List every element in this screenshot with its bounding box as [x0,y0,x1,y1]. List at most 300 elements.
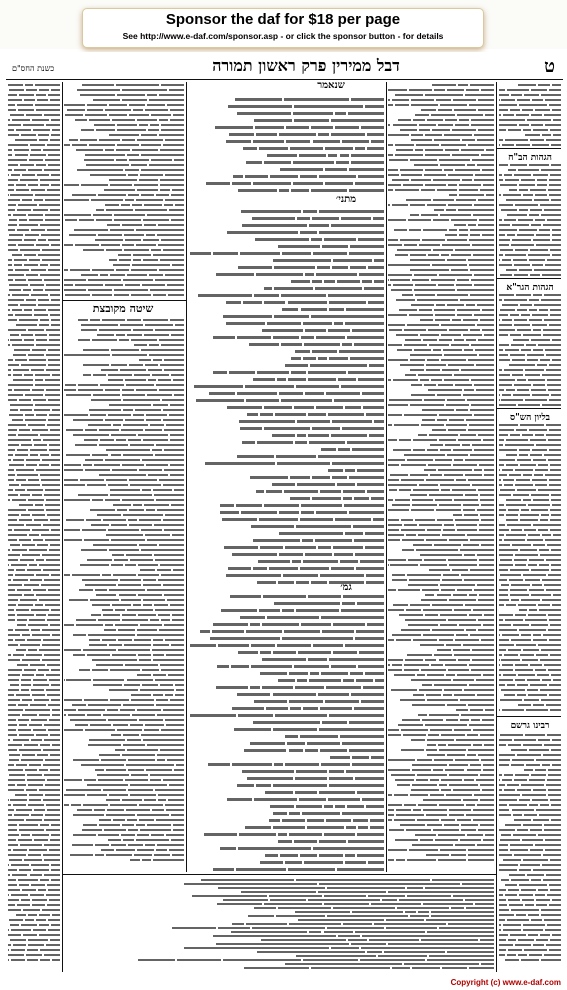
text-line [267,322,301,325]
text-line [95,769,104,771]
text-line [542,374,561,376]
text-line [166,654,184,656]
text-line [389,329,402,331]
text-line [289,923,341,925]
text-line [34,519,48,521]
text-line [401,629,430,631]
text-line [499,844,508,846]
text-line [528,694,547,696]
text-line [463,504,480,506]
text-line [540,519,548,521]
text-line [171,504,184,506]
text-line [110,669,141,671]
text-line [426,364,446,366]
text-line [467,534,494,536]
text-line [551,564,561,566]
text-line [552,504,561,506]
text-line [85,154,125,156]
text-line [422,409,454,411]
text-line [502,664,513,666]
text-line [20,179,38,181]
text-line [319,231,384,234]
text-line [303,560,338,563]
text-line [400,239,420,241]
text-line [486,149,494,151]
text-line [8,629,13,631]
text-line [504,789,515,791]
text-line [139,469,161,471]
text-line [499,94,509,96]
text-line [406,534,416,536]
text-line [81,324,118,326]
text-line [213,868,235,871]
text-line [278,907,331,909]
text-line [440,484,469,486]
divider-left [186,82,187,872]
text-line [438,859,466,861]
text-line [66,454,91,456]
text-line [141,169,184,171]
text-line [332,462,384,465]
text-line [418,804,436,806]
text-line [134,374,150,376]
text-line [512,759,534,761]
text-line [483,839,494,841]
text-line [93,684,121,686]
text-line [8,229,15,231]
text-line [36,734,48,736]
text-line [125,564,136,566]
text-line [443,574,460,576]
text-line [8,614,15,616]
text-line [106,449,149,451]
text-line [320,749,347,752]
text-line [417,819,439,821]
text-line [552,764,561,766]
text-line [434,654,452,656]
text-line [501,659,520,661]
text-line [174,489,184,491]
text-line [538,889,548,891]
text-line [410,204,425,206]
text-line [466,339,476,341]
text-line [539,229,550,231]
text-line [135,209,167,211]
text-line [516,479,530,481]
text-line [65,384,76,386]
text-line [41,534,60,536]
text-line [307,826,344,829]
text-line [523,499,531,501]
text-line [504,299,527,301]
text-line [463,544,480,546]
text-line [8,249,18,251]
text-line [277,462,330,465]
text-line [36,574,49,576]
text-line [23,934,38,936]
text-line [92,604,110,606]
text-line [398,589,420,591]
text-line [469,264,494,266]
sponsor-banner[interactable] [0,0,567,49]
text-line [111,349,139,351]
text-line [288,301,327,304]
text-line [515,249,528,251]
text-line [33,679,47,681]
text-line [106,479,127,481]
text-line [455,124,469,126]
text-line [29,534,39,536]
text-line [295,441,307,444]
text-line [417,674,425,676]
text-line [8,929,9,931]
text-line [374,280,384,283]
text-line [26,89,37,91]
text-line [102,639,116,641]
text-line [8,679,19,681]
text-line [285,763,318,766]
text-line [161,729,184,731]
text-line [115,609,124,611]
text-line [541,959,561,961]
text-line [149,164,184,166]
text-line [552,359,561,361]
text-line [464,689,494,691]
text-line [433,829,459,831]
text-line [516,429,527,431]
text-line [9,289,21,291]
text-line [29,259,40,261]
text-line [499,554,513,556]
text-line [30,454,39,456]
text-line [8,729,16,731]
text-line [404,664,428,666]
text-line [109,104,127,106]
text-line [329,777,353,780]
text-line [517,754,541,756]
text-line [131,694,151,696]
text-line [540,659,561,661]
text-line [405,619,445,621]
text-line [434,309,455,311]
text-line [472,659,494,661]
text-line [97,514,122,516]
text-line [478,629,494,631]
text-line [51,924,60,926]
text-line [254,907,277,909]
text-line [257,951,365,953]
text-line [8,884,17,886]
text-line [459,119,469,121]
text-line [462,883,494,885]
text-line [511,344,524,346]
text-line [64,199,89,201]
text-line [541,909,561,911]
text-line [8,294,10,296]
text-line [547,259,561,261]
text-line [8,469,14,471]
text-line [8,384,33,386]
text-line [43,799,60,801]
text-line [176,764,184,766]
text-line [449,809,471,811]
text-line [25,919,34,921]
text-line [515,944,531,946]
text-line [470,84,494,86]
text-line [244,967,309,969]
text-line [529,259,545,261]
text-line [394,424,419,426]
text-line [308,371,346,374]
text-line [33,209,48,211]
text-line [338,935,360,937]
text-line [413,489,438,491]
text-line [31,739,42,741]
text-line [232,923,244,925]
text-line [285,364,308,367]
text-line [117,129,145,131]
text-line [157,509,184,511]
text-line [404,454,446,456]
text-line [472,649,494,651]
text-line [8,899,19,901]
text-line [428,329,447,331]
text-line [549,639,561,641]
text-line [549,484,561,486]
text-line [109,549,139,551]
text-line [543,334,561,336]
text-line [83,649,117,651]
text-line [469,967,494,969]
text-line [543,754,561,756]
text-line [536,234,550,236]
text-line [478,109,494,111]
text-line [12,309,22,311]
text-line [499,909,509,911]
text-line [8,949,9,951]
text-line [39,789,60,791]
text-line [347,336,384,339]
text-line [548,669,561,671]
text-line [117,729,142,731]
text-line [51,869,60,871]
text-line [73,654,85,656]
text-line [100,384,125,386]
text-line [71,804,81,806]
text-line [72,144,87,146]
text-line [500,184,517,186]
text-line [389,159,408,161]
text-line [8,154,12,156]
text-line [322,721,347,724]
text-line [402,539,424,541]
text-line [388,184,401,186]
text-line [64,794,85,796]
text-line [305,392,325,395]
text-line [319,175,356,178]
text-line [139,819,154,821]
text-line [170,434,184,436]
text-line [8,659,20,661]
text-line [9,234,22,236]
text-line [13,214,26,216]
text-line [227,406,262,409]
sponsor-button[interactable] [82,8,484,48]
text-line [33,539,43,541]
text-line [20,409,32,411]
text-line [524,769,533,771]
text-line [123,409,133,411]
text-line [28,939,48,941]
text-line [278,679,295,682]
text-line [142,859,151,861]
text-line [512,544,531,546]
text-line [392,574,405,576]
text-line [153,659,184,661]
text-line [549,194,561,196]
text-line [457,314,471,316]
copyright[interactable]: Copyright (c) www.e-daf.com [450,978,561,987]
text-line [500,574,521,576]
text-line [16,569,25,571]
text-line [159,269,184,271]
text-line [502,709,524,711]
text-line [533,499,549,501]
text-line [366,574,384,577]
text-line [551,144,561,146]
text-line [551,394,562,396]
text-line [411,509,434,511]
text-line [546,944,561,946]
text-line [390,279,410,281]
text-line [51,699,60,701]
text-line [525,579,540,581]
sponsor-subtitle[interactable]: See http://www.e-daf.com/sponsor.asp - or click the sponsor button - for details [122,31,444,41]
text-line [326,392,360,395]
text-line [302,539,313,542]
text-line [478,199,494,201]
text-line [523,194,534,196]
text-line [304,343,340,346]
text-line [526,344,536,346]
text-line [91,399,121,401]
text-line [499,484,502,486]
text-line [205,462,275,465]
text-line [47,904,60,906]
text-line [156,194,169,196]
text-line [10,939,26,941]
text-line [9,464,24,466]
text-line [64,479,78,481]
text-line [128,769,143,771]
text-line [220,847,236,850]
text-line [275,714,327,717]
text-line [130,484,161,486]
text-line [43,149,60,151]
text-line [550,799,561,801]
text-line [549,479,561,481]
text-line [48,399,60,401]
text-line [173,824,184,826]
text-line [131,164,147,166]
text-line [513,394,530,396]
text-line [166,724,184,726]
text-line [506,504,526,506]
main-mark-1: שנאמר [317,80,345,91]
text-line [455,759,479,761]
text-line [270,175,298,178]
text-line [499,264,512,266]
text-line [274,287,313,290]
text-line [151,114,171,116]
text-line [434,759,453,761]
text-line [499,949,506,951]
text-line [127,819,137,821]
text-line [27,639,41,641]
text-line [127,334,143,336]
text-line [21,679,31,681]
text-line [28,944,44,946]
text-line [8,444,19,446]
text-line [428,254,439,256]
text-line [40,319,49,321]
text-line [273,728,317,731]
text-line [393,379,417,381]
text-line [28,279,42,281]
text-line [533,869,561,871]
text-line [406,829,431,831]
text-line [123,704,154,706]
text-line [19,504,33,506]
text-line [128,759,155,761]
text-line [234,728,271,731]
text-line [540,804,549,806]
text-line [129,524,153,526]
text-line [87,559,112,561]
text-line [78,384,97,386]
text-line [388,734,401,736]
text-line [499,114,501,116]
text-line [510,844,533,846]
text-line [506,534,526,536]
text-line [439,339,453,341]
text-line [331,665,356,668]
text-line [352,911,403,913]
text-line [445,234,456,236]
text-line [537,179,548,181]
text-line [500,489,515,491]
text-line [429,714,459,716]
text-line [259,147,288,150]
text-line [407,574,441,576]
text-line [45,214,60,216]
text-line [232,707,264,710]
text-line [430,794,444,796]
text-line [437,294,469,296]
text-line [8,454,13,456]
text-line [48,349,60,351]
text-line [341,217,371,220]
text-line [89,739,125,741]
text-line [16,324,37,326]
text-line [400,169,423,171]
text-line [519,799,530,801]
text-line [38,669,49,671]
text-line [401,519,413,521]
text-line [542,679,551,681]
text-line [536,444,561,446]
text-line [277,644,311,647]
